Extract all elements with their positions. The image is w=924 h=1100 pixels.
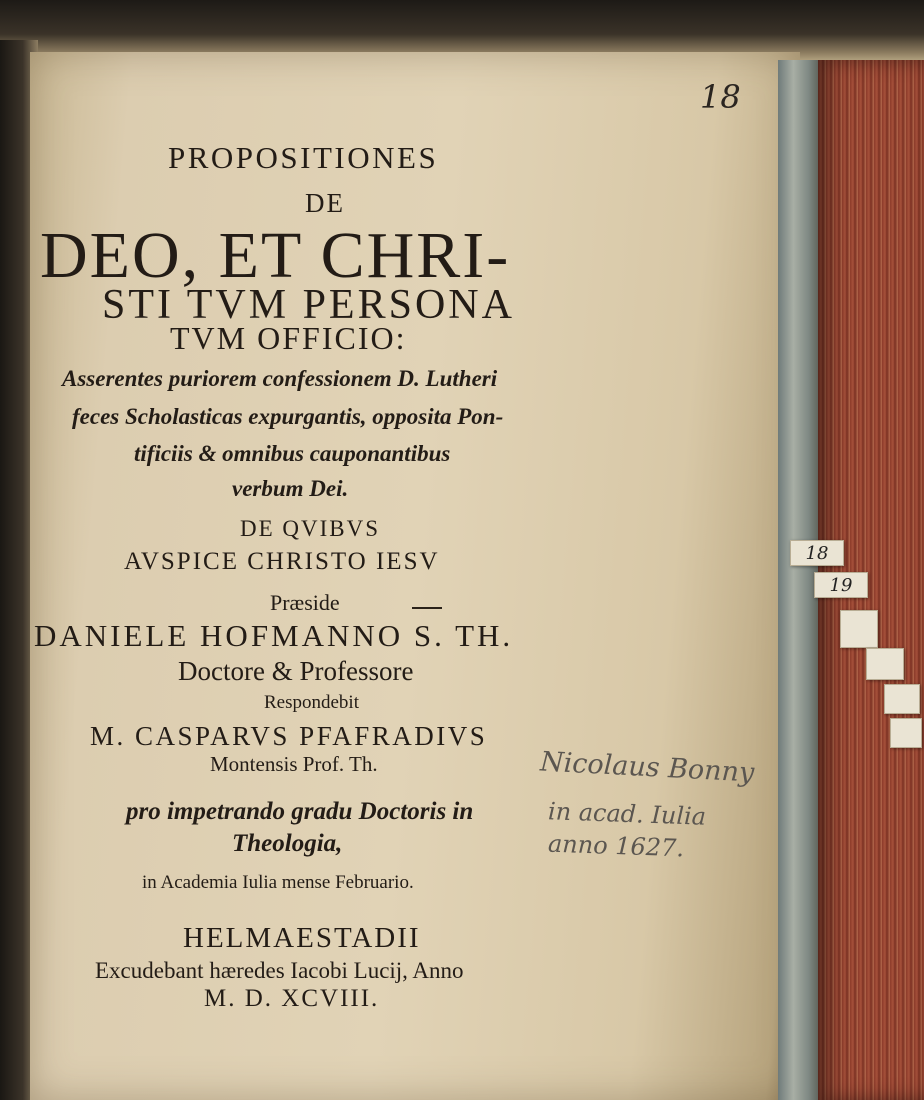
respondent-origin: Montensis Prof. Th.	[210, 752, 378, 776]
respondent-label: Respondebit	[264, 692, 359, 713]
title-line-5: TVM OFFICIO:	[170, 320, 407, 356]
purpose-line-2: Theologia,	[232, 830, 343, 857]
subtitle-line-4: verbum Dei.	[232, 476, 349, 501]
praeses-name: DANIELE HOFMANNO S. TH.	[34, 618, 514, 653]
intro-line-2: AVSPICE CHRISTO IESV	[124, 548, 440, 575]
imprint-printer: Excudebant hæredes Iacobi Lucij, Anno	[95, 958, 464, 983]
page-tab-blank[interactable]	[866, 648, 904, 680]
title-line-3: DEO, ET CHRI-	[40, 219, 511, 292]
purpose-line-3: in Academia Iulia mense Februario.	[142, 872, 414, 893]
handwritten-note-line-1: Nicolaus Bonny	[539, 746, 755, 789]
page-tab-blank[interactable]	[884, 684, 920, 714]
subtitle-line-3: tificiis & omnibus cauponantibus	[134, 441, 451, 466]
praeses-title: Doctore & Professore	[178, 656, 414, 686]
praeses-label: Præside	[270, 590, 340, 615]
page-tab-18[interactable]	[790, 540, 844, 566]
respondent-name: M. CASPARVS PFAFRADIVS	[90, 721, 488, 751]
handwritten-note-line-2: in acad. Iulia	[547, 797, 707, 831]
page-tab-blank[interactable]	[840, 610, 878, 648]
purpose-line-1: pro impetrando gradu Doctoris in	[126, 798, 474, 825]
imprint-year: M. D. XCVIII.	[204, 985, 380, 1012]
page-tab-blank[interactable]	[890, 718, 922, 748]
page-tab-label: 19	[829, 574, 853, 596]
handwritten-note-line-3: anno 1627.	[547, 829, 685, 863]
imprint-place: HELMAESTADII	[183, 922, 421, 954]
page-tab-label: 18	[805, 542, 829, 564]
title-line-4: STI TVM PERSONA	[102, 282, 515, 328]
folio-number: 18	[700, 78, 741, 116]
decorative-rule	[412, 607, 442, 609]
page-tab-19[interactable]	[814, 572, 868, 598]
subtitle-line-1: Asserentes puriorem confessionem D. Lutheri	[62, 366, 498, 391]
title-line-1: PROPOSITIONES	[168, 140, 439, 175]
subtitle-line-2: feces Scholasticas expurgantis, opposita Pon-	[72, 404, 504, 429]
title-line-2: DE	[305, 188, 345, 218]
intro-line-1: DE QVIBVS	[240, 516, 381, 541]
